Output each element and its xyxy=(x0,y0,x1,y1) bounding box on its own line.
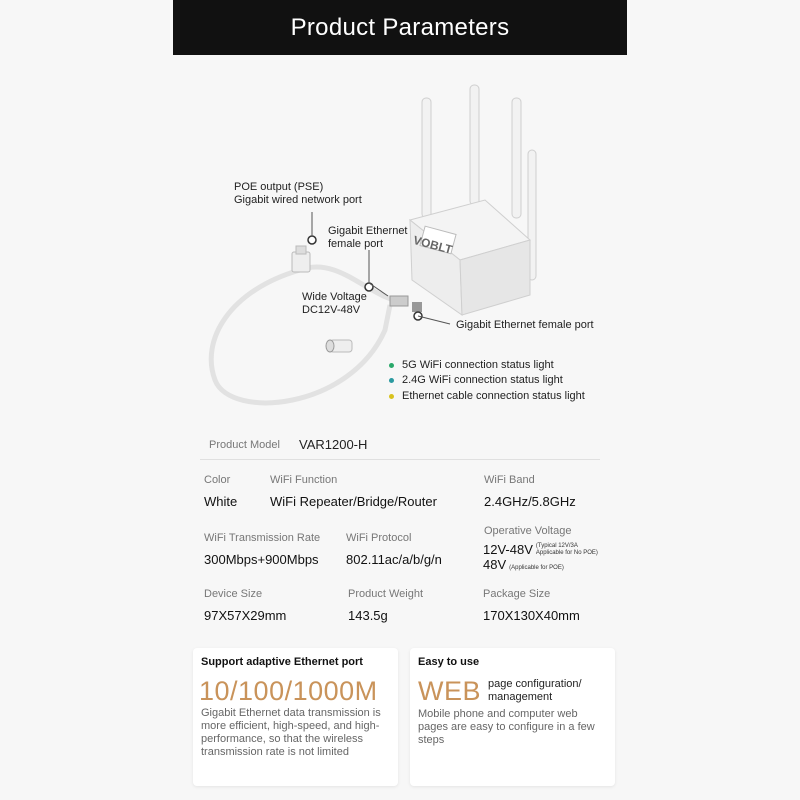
spec-operative-voltage: 12V-48V (Typical 12V/3A Applicable for No POE) 48V (Applicable for POE) xyxy=(483,542,598,572)
wide-voltage-label: Wide Voltage DC12V-48V xyxy=(302,291,367,316)
card-title: Easy to use xyxy=(418,656,480,668)
product-model-row xyxy=(209,437,589,452)
rj45-plug-icon xyxy=(292,246,310,272)
card-highlight: WEB xyxy=(418,676,482,706)
router-logo: VOBLT xyxy=(411,232,454,257)
dc-power-jack-icon xyxy=(326,340,352,352)
spec-color: Color White xyxy=(204,474,238,509)
gigabit-female-port-right-label: Gigabit Ethernet female port xyxy=(456,319,594,331)
card-description: Mobile phone and computer web pages are easy to configure in a few steps xyxy=(418,708,595,746)
spec-wifi-function: WiFi Function WiFi Repeater/Bridge/Router xyxy=(270,474,437,509)
divider xyxy=(200,459,600,460)
product-model-key: Product Model xyxy=(209,438,280,451)
spec-product-weight: Product Weight 143.5g xyxy=(348,588,424,623)
card-title: Support adaptive Ethernet port xyxy=(201,656,363,668)
ethernet-cable xyxy=(211,270,390,403)
spec-device-size: Device Size 97X57X29mm xyxy=(204,588,287,623)
product-model-value: VAR1200-H xyxy=(299,437,368,452)
spec-operative-voltage-key: Operative Voltage xyxy=(484,525,572,537)
status-light-5g: 5G WiFi connection status light xyxy=(389,359,554,371)
ethernet-feature-card xyxy=(193,648,398,786)
card-description: Gigabit Ethernet data transmission is more efficient, high-speed, and high-performance, so that the wireless transmission rate is not limited xyxy=(201,707,381,758)
spec-wifi-protocol: WiFi Protocol 802.11ac/a/b/g/n xyxy=(346,532,442,567)
card-highlight-sub: page configuration/ management xyxy=(488,678,582,703)
poe-output-label: POE output (PSE) Gigabit wired network port xyxy=(234,181,362,206)
status-light-2g: 2.4G WiFi connection status light xyxy=(389,374,563,386)
status-dot-icon xyxy=(389,378,394,383)
status-dot-icon xyxy=(389,363,394,368)
gigabit-female-port-label: Gigabit Ethernet female port xyxy=(328,225,408,250)
status-light-ethernet: Ethernet cable connection status light xyxy=(389,390,585,402)
status-dot-icon xyxy=(389,394,394,399)
spec-package-size: Package Size 170X130X40mm xyxy=(483,588,580,623)
spec-transmission-rate: WiFi Transmission Rate 300Mbps+900Mbps xyxy=(204,532,321,567)
page-title: Product Parameters xyxy=(290,13,510,41)
spec-wifi-band: WiFi Band 2.4GHz/5.8GHz xyxy=(484,474,576,509)
web-feature-card xyxy=(410,648,615,786)
router-body xyxy=(390,200,530,315)
card-highlight: 10/100/1000M xyxy=(199,676,378,706)
page-title-bar xyxy=(173,0,627,55)
